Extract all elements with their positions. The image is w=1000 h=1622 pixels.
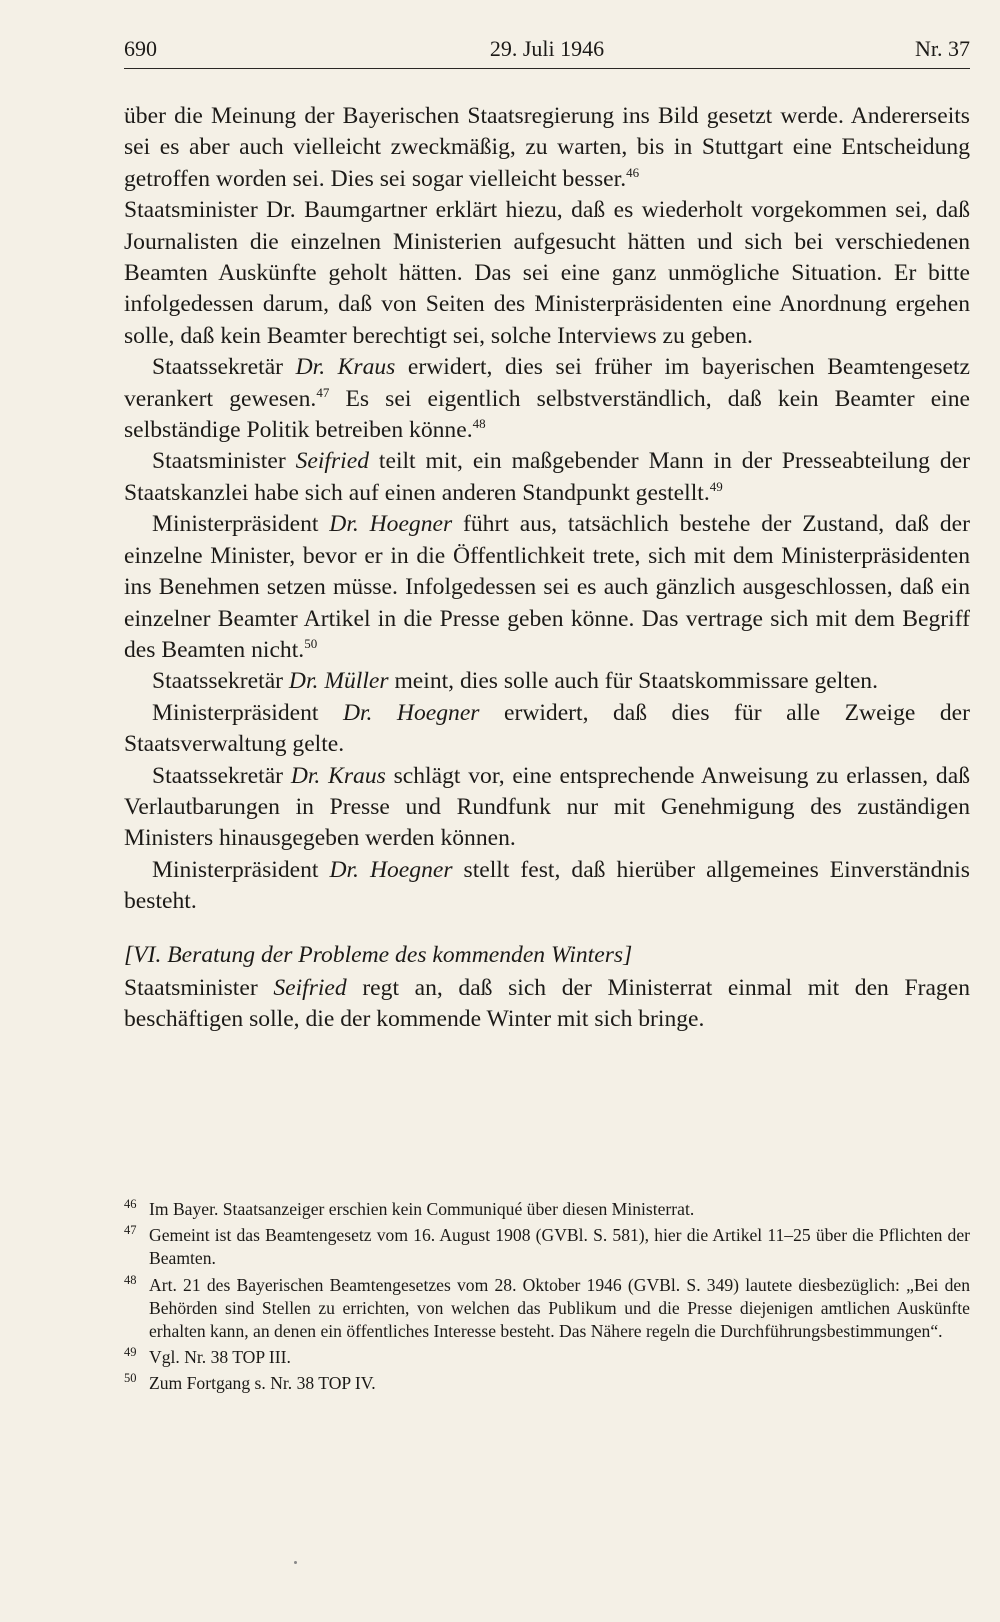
paragraph: Staatssekretär Dr. Müller meint, dies solle auch für Staatskommissare gelten. bbox=[152, 668, 879, 695]
speaker-name: Dr. Kraus bbox=[290, 762, 386, 789]
paragraph: über die Meinung der Bayerischen Staatsregierung ins Bild gesetzt werde. Andererseits sei es aber auch vielleicht zweckmäßig, zu warten, bis in Stuttgart eine Entscheidung getroffen worden sei. Dies sei sogar vielleicht besser.$^{46}$ bbox=[124, 103, 970, 192]
footnotes bbox=[124, 1198, 970, 1399]
speaker-name: Dr. Hoegner bbox=[342, 699, 480, 726]
body-text bbox=[124, 101, 970, 1036]
footnote bbox=[124, 1372, 970, 1395]
speaker-name: Dr. Hoegner bbox=[329, 856, 453, 883]
paragraph: Ministerpräsident Dr. Hoegner stellt fest, daß hierüber allgemeines Einverständnis besteht. bbox=[124, 856, 970, 915]
footnote bbox=[124, 1198, 970, 1221]
footnote-text: Vgl. Nr. 38 TOP III. bbox=[149, 1347, 291, 1368]
footnote-ref: 46 bbox=[626, 164, 640, 180]
speaker-name: Dr. Kraus bbox=[295, 354, 396, 381]
paragraph: Staatssekretär Dr. Kraus schlägt vor, eine entsprechende Anweisung zu erlassen, daß Verlautbarungen in Presse und Rundfunk nur mit Genehmigung des zuständigen Ministers hinausgegeben werden können. bbox=[124, 762, 970, 852]
page-number: 690 bbox=[124, 36, 157, 61]
paragraph: Staatsminister Seifried teilt mit, ein maßgebender Mann in der Presseabteilung der Staatskanzlei habe sich auf einen anderen Standpunkt gestellt.$^{49}$ bbox=[124, 448, 970, 506]
footnote-text: Art. 21 des Bayerischen Beamtengesetzes vom 28. Oktober 1946 (GVBl. S. 349) lautete diesbezüglich: „Bei den Behörden sind Stellen zu errichten, von welchen das Publikum und die Presse diejenigen amtlichen Auskünfte erhalten kann, an denen ein öffentliches Interesse besteht. Das Nähere regeln die Durchführungsbestimmungen“. bbox=[149, 1274, 970, 1342]
footnote-number: 49 bbox=[124, 1345, 137, 1360]
footnote-text: Zum Fortgang s. Nr. 38 TOP IV. bbox=[149, 1373, 376, 1394]
footnote-text: Gemeint ist das Beamtengesetz vom 16. August 1908 (GVBl. S. 581), hier die Artikel 11–25 über die Pflichten der Beamten. bbox=[149, 1225, 970, 1269]
footnote-number: 50 bbox=[124, 1371, 137, 1386]
paragraph: Staatssekretär Dr. Kraus erwidert, dies sei früher im bayerischen Beamtengesetz verankert gewesen.$^{47}$ Es sei eigentlich selbstverständlich, daß kein Beamter eine selbständige Politik betreiben könne.$^{48}$ bbox=[124, 354, 971, 444]
speaker-name: Seifried bbox=[273, 974, 347, 1001]
paragraph: Staatsminister Dr. Baumgartner erklärt hiezu, daß es wiederholt vorgekommen sei, daß Journalisten die einzelnen Ministerien aufgesucht hätten und sich bei verschiedenen Beamten Auskünfte geholt hätten. Das sei eine ganz unmögliche Situation. Er bitte infolgedessen darum, daß von Seiten des Ministerpräsidenten eine Anordnung ergehen solle, daß kein Beamter berechtigt sei, solche Interviews zu geben. bbox=[124, 197, 970, 349]
footnote bbox=[124, 1346, 970, 1369]
speaker-name: Dr. Hoegner bbox=[329, 511, 453, 538]
footnote-ref: 49 bbox=[709, 478, 723, 494]
footnote-number: 47 bbox=[124, 1223, 137, 1238]
paragraph: Ministerpräsident Dr. Hoegner erwidert, daß dies für alle Zweige der Staatsverwaltung gelte. bbox=[124, 699, 970, 758]
paragraph: Ministerpräsident Dr. Hoegner führt aus, tatsächlich bestehe der Zustand, daß der einzelne Minister, bevor er in die Öffentlichkeit trete, sich mit dem Ministerpräsidenten ins Benehmen setzen müsse. Infolgedessen sei es auch gänzlich ausgeschlossen, daß ein einzelner Beamter Artikel in die Presse geben könne. Das vertrage sich mit dem Begriff des Beamten nicht.$^{50}$ bbox=[124, 511, 970, 663]
speaker-name: Seifried bbox=[295, 448, 369, 475]
footnote bbox=[124, 1224, 970, 1270]
footnote-number: 48 bbox=[124, 1272, 137, 1287]
print-speck bbox=[294, 1561, 297, 1564]
paragraph: Staatsminister Seifried regt an, daß sich der Ministerrat einmal mit den Fragen beschäftigen solle, die der kommende Winter mit sich bringe. bbox=[124, 974, 970, 1033]
footnote-text: Im Bayer. Staatsanzeiger erschien kein Communiqué über diesen Ministerrat. bbox=[149, 1199, 695, 1219]
section-heading: [VI. Beratung der Probleme des kommenden Winters] bbox=[124, 941, 633, 968]
running-header bbox=[124, 34, 970, 69]
footnote-number: 46 bbox=[124, 1197, 137, 1211]
speaker-name: Dr. Müller bbox=[288, 668, 389, 695]
issue-number: Nr. 37 bbox=[915, 36, 970, 61]
footnote-ref: 48 bbox=[472, 416, 486, 432]
footnote bbox=[124, 1274, 970, 1344]
footnote-ref: 50 bbox=[304, 635, 318, 651]
header-date: 29. Juli 1946 bbox=[489, 36, 605, 61]
footnote-ref: 47 bbox=[316, 384, 330, 400]
